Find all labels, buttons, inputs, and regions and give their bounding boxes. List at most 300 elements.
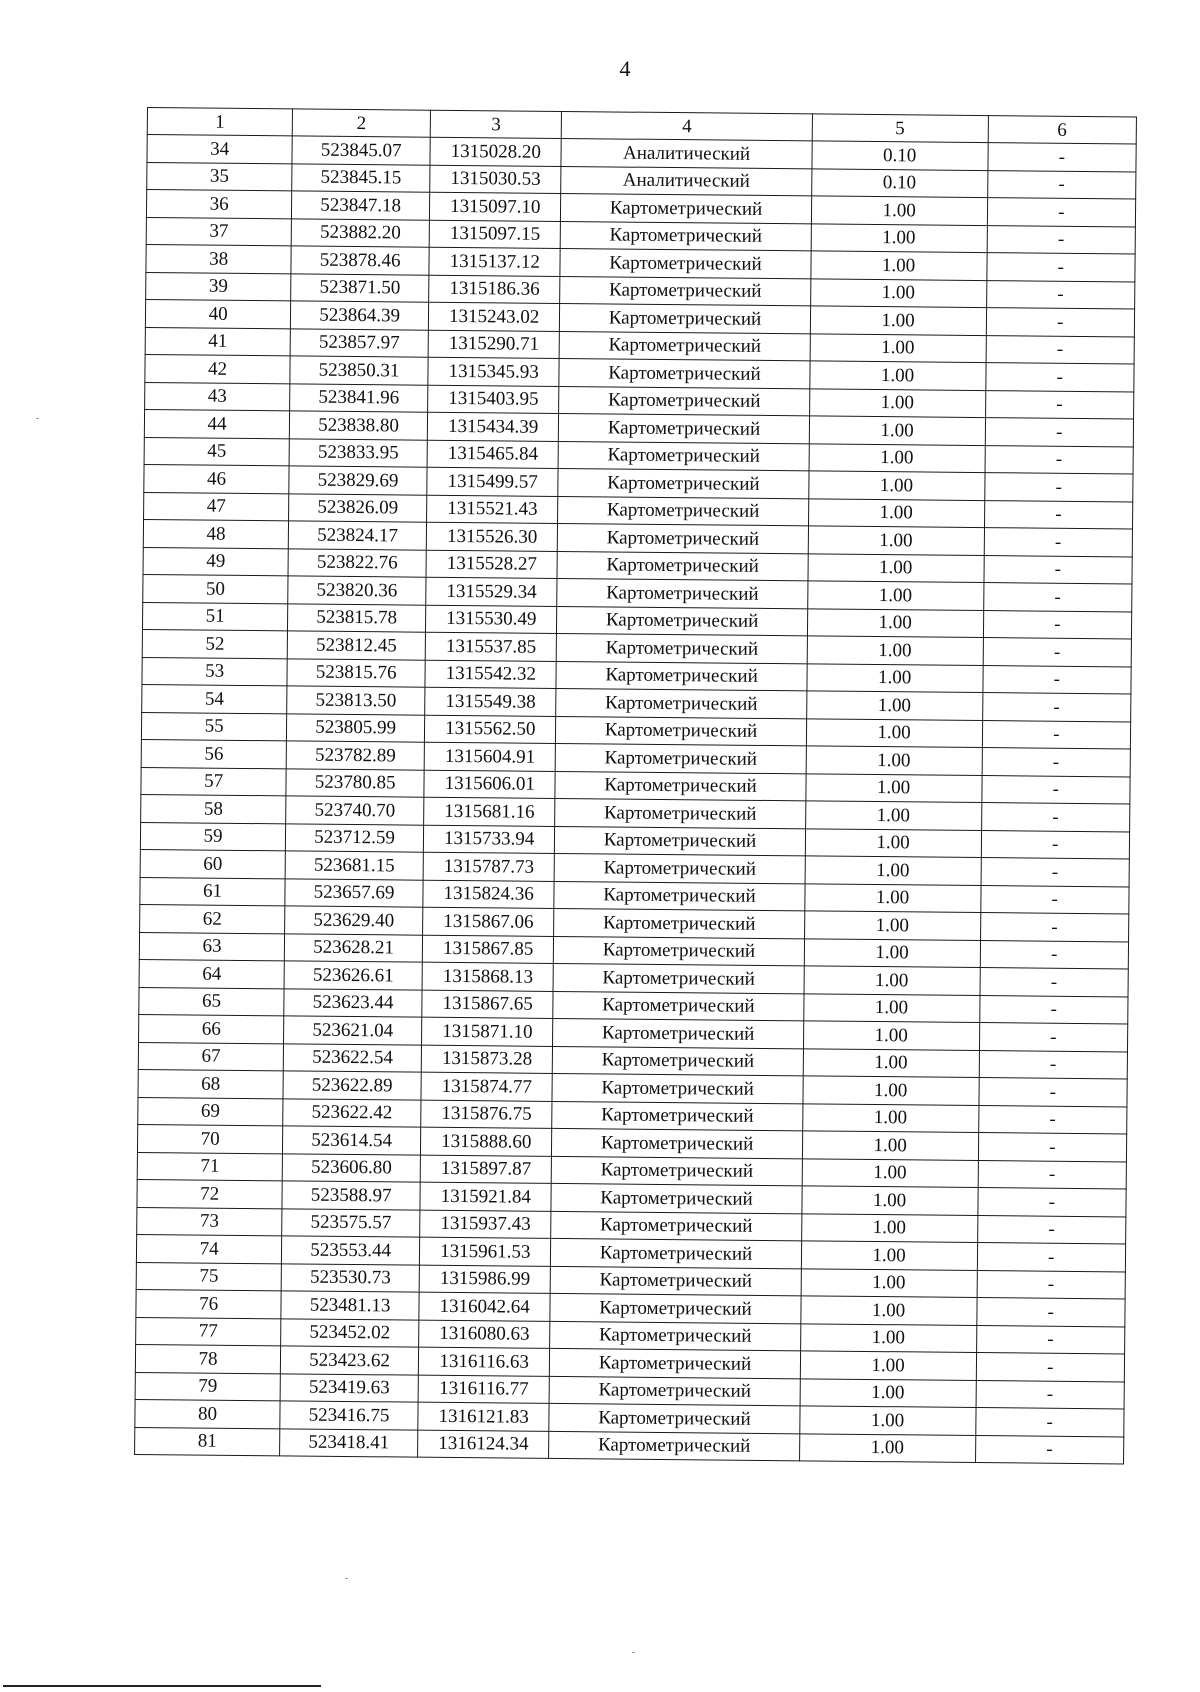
cell-y-coordinate: 1315606.01: [424, 770, 556, 799]
cell-point-number: 67: [138, 1042, 283, 1071]
cell-x-coordinate: 523845.15: [292, 163, 430, 192]
cell-point-number: 35: [147, 162, 292, 191]
cell-point-number: 65: [139, 987, 284, 1016]
cell-method: Картометрический: [549, 1431, 799, 1461]
cell-x-coordinate: 523575.57: [282, 1208, 420, 1237]
cell-accuracy: 1.00: [811, 223, 987, 252]
cell-y-coordinate: 1315186.36: [429, 275, 561, 304]
cell-method: Картометрический: [554, 936, 804, 966]
cell-x-coordinate: 523416.75: [280, 1401, 418, 1430]
cell-accuracy: 1.00: [809, 361, 985, 390]
cell-y-coordinate: 1316116.63: [418, 1347, 550, 1376]
cell-point-number: 63: [139, 932, 284, 961]
cell-x-coordinate: 523629.40: [285, 906, 423, 935]
cell-description: -: [985, 363, 1134, 392]
cell-y-coordinate: 1315961.53: [419, 1237, 551, 1266]
cell-y-coordinate: 1315537.85: [425, 632, 557, 661]
cell-y-coordinate: 1315873.28: [421, 1045, 553, 1074]
cell-y-coordinate: 1315867.85: [422, 935, 554, 964]
cell-method: Картометрический: [558, 496, 808, 526]
cell-point-number: 60: [140, 849, 285, 878]
cell-y-coordinate: 1315030.53: [430, 165, 562, 194]
cell-x-coordinate: 523878.46: [291, 246, 429, 275]
cell-y-coordinate: 1315529.34: [426, 577, 558, 606]
cell-description: -: [979, 1050, 1128, 1079]
cell-method: Картометрический: [554, 881, 804, 911]
cell-point-number: 73: [137, 1207, 282, 1236]
cell-description: -: [986, 253, 1135, 282]
cell-method: Картометрический: [559, 358, 809, 388]
cell-accuracy: 1.00: [801, 1268, 977, 1297]
cell-method: Картометрический: [558, 468, 808, 498]
cell-point-number: 78: [135, 1344, 280, 1373]
scan-speck: [632, 1652, 635, 1653]
cell-point-number: 64: [139, 959, 284, 988]
cell-x-coordinate: 523826.09: [289, 493, 427, 522]
cell-y-coordinate: 1315526.30: [426, 522, 558, 551]
cell-description: -: [976, 1325, 1125, 1354]
cell-x-coordinate: 523740.70: [286, 796, 424, 825]
cell-method: Картометрический: [552, 1156, 802, 1186]
cell-x-coordinate: 523812.45: [287, 631, 425, 660]
cell-accuracy: 1.00: [807, 608, 983, 637]
cell-method: Картометрический: [560, 303, 810, 333]
cell-description: -: [984, 500, 1133, 529]
cell-method: Картометрический: [556, 688, 806, 718]
cell-method: Картометрический: [551, 1266, 801, 1296]
cell-method: Картометрический: [551, 1238, 801, 1268]
cell-method: Аналитический: [561, 166, 811, 196]
cell-method: Картометрический: [555, 798, 805, 828]
cell-method: Картометрический: [560, 331, 810, 361]
cell-accuracy: 1.00: [800, 1323, 976, 1352]
cell-description: -: [984, 528, 1133, 557]
cell-description: -: [980, 885, 1129, 914]
cell-point-number: 61: [140, 877, 285, 906]
cell-y-coordinate: 1316121.83: [418, 1402, 550, 1431]
cell-point-number: 43: [145, 382, 290, 411]
cell-method: Картометрический: [557, 633, 807, 663]
cell-x-coordinate: 523829.69: [289, 466, 427, 495]
cell-description: -: [984, 555, 1133, 584]
cell-method: Картометрический: [553, 1018, 803, 1048]
cell-x-coordinate: 523815.78: [288, 603, 426, 632]
cell-accuracy: 0.10: [812, 141, 988, 170]
table-body: [135, 135, 1137, 1464]
cell-description: -: [985, 390, 1134, 419]
cell-point-number: 72: [137, 1179, 282, 1208]
cell-method: Картометрический: [561, 193, 811, 223]
coordinates-table: [134, 107, 1137, 1464]
cell-y-coordinate: 1315787.73: [423, 852, 555, 881]
cell-point-number: 76: [136, 1289, 281, 1318]
cell-x-coordinate: 523657.69: [285, 878, 423, 907]
cell-point-number: 38: [146, 244, 291, 273]
cell-y-coordinate: 1315243.02: [428, 302, 560, 331]
cell-point-number: 69: [138, 1097, 283, 1126]
cell-y-coordinate: 1315345.93: [428, 357, 560, 386]
cell-description: -: [982, 665, 1131, 694]
cell-method: Картометрический: [550, 1376, 800, 1406]
cell-accuracy: 1.00: [804, 883, 980, 912]
cell-accuracy: 1.00: [802, 1186, 978, 1215]
cell-method: Картометрический: [555, 826, 805, 856]
cell-description: -: [982, 720, 1131, 749]
column-header-x-coordinate: 2: [292, 109, 430, 137]
cell-x-coordinate: 523838.80: [290, 411, 428, 440]
cell-point-number: 47: [144, 492, 289, 521]
cell-accuracy: 1.00: [811, 196, 987, 225]
cell-accuracy: 1.00: [808, 471, 984, 500]
cell-description: -: [987, 198, 1136, 227]
cell-method: Картометрический: [553, 1046, 803, 1076]
cell-y-coordinate: 1315290.71: [428, 330, 560, 359]
column-header-accuracy: 5: [812, 114, 988, 143]
cell-accuracy: 1.00: [800, 1351, 976, 1380]
cell-description: -: [975, 1435, 1124, 1464]
cell-accuracy: 1.00: [809, 443, 985, 472]
cell-x-coordinate: 523553.44: [282, 1236, 420, 1265]
cell-accuracy: 1.00: [810, 278, 986, 307]
cell-x-coordinate: 523805.99: [287, 713, 425, 742]
cell-method: Картометрический: [551, 1211, 801, 1241]
cell-y-coordinate: 1316116.77: [418, 1375, 550, 1404]
cell-point-number: 79: [135, 1372, 280, 1401]
cell-accuracy: 1.00: [805, 801, 981, 830]
cell-description: -: [976, 1298, 1125, 1327]
cell-point-number: 52: [142, 629, 287, 658]
cell-method: Картометрический: [551, 1183, 801, 1213]
cell-x-coordinate: 523850.31: [290, 356, 428, 385]
cell-accuracy: 1.00: [799, 1406, 975, 1435]
cell-point-number: 55: [141, 712, 286, 741]
cell-x-coordinate: 523606.80: [282, 1153, 420, 1182]
cell-y-coordinate: 1316124.34: [418, 1430, 550, 1459]
cell-accuracy: 1.00: [808, 553, 984, 582]
cell-accuracy: 1.00: [805, 773, 981, 802]
cell-x-coordinate: 523864.39: [291, 301, 429, 330]
cell-y-coordinate: 1315549.38: [425, 687, 557, 716]
cell-point-number: 57: [141, 767, 286, 796]
cell-y-coordinate: 1315562.50: [424, 715, 556, 744]
cell-accuracy: 1.00: [805, 856, 981, 885]
cell-y-coordinate: 1315867.65: [422, 990, 554, 1019]
cell-description: -: [978, 1160, 1127, 1189]
cell-y-coordinate: 1315530.49: [425, 605, 557, 634]
cell-method: Картометрический: [553, 963, 803, 993]
cell-description: -: [977, 1215, 1126, 1244]
cell-method: Картометрический: [559, 413, 809, 443]
cell-x-coordinate: 523628.21: [285, 933, 423, 962]
cell-x-coordinate: 523418.41: [280, 1428, 418, 1457]
cell-y-coordinate: 1315097.10: [429, 192, 561, 221]
cell-description: -: [987, 143, 1136, 172]
page-number: 4: [619, 56, 631, 81]
cell-method: Картометрический: [555, 771, 805, 801]
cell-x-coordinate: 523588.97: [282, 1181, 420, 1210]
cell-accuracy: 1.00: [804, 911, 980, 940]
cell-description: -: [979, 1078, 1128, 1107]
cell-description: -: [983, 638, 1132, 667]
cell-description: -: [985, 445, 1134, 474]
cell-y-coordinate: 1315465.84: [427, 440, 559, 469]
cell-description: -: [986, 335, 1135, 364]
cell-y-coordinate: 1315897.87: [420, 1155, 552, 1184]
cell-description: -: [987, 225, 1136, 254]
cell-x-coordinate: 523824.17: [288, 521, 426, 550]
cell-description: -: [977, 1243, 1126, 1272]
cell-accuracy: 1.00: [803, 1076, 979, 1105]
cell-point-number: 70: [137, 1124, 282, 1153]
cell-accuracy: 1.00: [806, 718, 982, 747]
cell-y-coordinate: 1315937.43: [420, 1210, 552, 1239]
cell-point-number: 58: [141, 794, 286, 823]
cell-point-number: 53: [142, 657, 287, 686]
cell-accuracy: 1.00: [799, 1433, 975, 1462]
cell-description: -: [986, 280, 1135, 309]
cell-accuracy: 1.00: [801, 1241, 977, 1270]
cell-accuracy: 1.00: [806, 746, 982, 775]
cell-method: Картометрический: [560, 276, 810, 306]
cell-description: -: [981, 803, 1130, 832]
cell-y-coordinate: 1315097.15: [429, 220, 561, 249]
cell-y-coordinate: 1315824.36: [423, 880, 555, 909]
cell-description: -: [983, 583, 1132, 612]
cell-x-coordinate: 523614.54: [283, 1126, 421, 1155]
cell-x-coordinate: 523882.20: [291, 218, 429, 247]
scan-speck: [36, 418, 39, 419]
cell-y-coordinate: 1315521.43: [427, 495, 559, 524]
cell-x-coordinate: 523712.59: [286, 823, 424, 852]
cell-accuracy: 1.00: [801, 1213, 977, 1242]
cell-method: Картометрический: [557, 551, 807, 581]
cell-y-coordinate: 1315733.94: [423, 825, 555, 854]
cell-y-coordinate: 1315403.95: [428, 385, 560, 414]
cell-y-coordinate: 1315921.84: [420, 1182, 552, 1211]
cell-point-number: 50: [143, 574, 288, 603]
cell-accuracy: 1.00: [809, 388, 985, 417]
cell-point-number: 48: [143, 519, 288, 548]
cell-method: Картометрический: [558, 523, 808, 553]
cell-point-number: 40: [145, 299, 290, 328]
cell-description: -: [978, 1105, 1127, 1134]
cell-description: -: [981, 775, 1130, 804]
cell-point-number: 51: [142, 602, 287, 631]
cell-x-coordinate: 523815.76: [287, 658, 425, 687]
cell-point-number: 75: [136, 1262, 281, 1291]
cell-y-coordinate: 1315542.32: [425, 660, 557, 689]
cell-point-number: 36: [146, 190, 291, 219]
cell-point-number: 41: [145, 327, 290, 356]
cell-x-coordinate: 523857.97: [290, 328, 428, 357]
cell-point-number: 44: [144, 409, 289, 438]
cell-point-number: 37: [146, 217, 291, 246]
cell-y-coordinate: 1315528.27: [426, 550, 558, 579]
scan-speck: [345, 1578, 348, 1579]
cell-point-number: 80: [135, 1399, 280, 1428]
cell-description: -: [976, 1353, 1125, 1382]
cell-x-coordinate: 523626.61: [284, 961, 422, 990]
cell-method: Картометрический: [559, 441, 809, 471]
cell-accuracy: 1.00: [810, 306, 986, 335]
cell-point-number: 39: [146, 272, 291, 301]
cell-y-coordinate: 1315867.06: [423, 907, 555, 936]
cell-method: Картометрический: [556, 716, 806, 746]
cell-accuracy: 1.00: [802, 1131, 978, 1160]
cell-accuracy: 1.00: [800, 1378, 976, 1407]
cell-y-coordinate: 1315604.91: [424, 742, 556, 771]
cell-method: Картометрический: [550, 1321, 800, 1351]
cell-accuracy: 1.00: [807, 581, 983, 610]
cell-point-number: 56: [141, 739, 286, 768]
cell-x-coordinate: 523847.18: [292, 191, 430, 220]
cell-x-coordinate: 523841.96: [290, 383, 428, 412]
cell-y-coordinate: 1316042.64: [419, 1292, 551, 1321]
cell-point-number: 42: [145, 354, 290, 383]
cell-point-number: 62: [140, 904, 285, 933]
cell-description: -: [983, 610, 1132, 639]
cell-point-number: 59: [140, 822, 285, 851]
cell-point-number: 77: [136, 1317, 281, 1346]
cell-point-number: 45: [144, 437, 289, 466]
cell-y-coordinate: 1315874.77: [421, 1072, 553, 1101]
cell-method: Картометрический: [560, 248, 810, 278]
cell-description: -: [980, 968, 1129, 997]
cell-method: Картометрический: [552, 1073, 802, 1103]
cell-accuracy: 1.00: [803, 1021, 979, 1050]
cell-accuracy: 1.00: [802, 1103, 978, 1132]
cell-y-coordinate: 1315876.75: [421, 1100, 553, 1129]
cell-x-coordinate: 523621.04: [284, 1016, 422, 1045]
cell-y-coordinate: 1315868.13: [422, 962, 554, 991]
cell-x-coordinate: 523423.62: [281, 1346, 419, 1375]
cell-point-number: 71: [137, 1152, 282, 1181]
cell-accuracy: 1.00: [804, 938, 980, 967]
cell-accuracy: 1.00: [807, 663, 983, 692]
cell-x-coordinate: 523622.54: [283, 1043, 421, 1072]
cell-accuracy: 1.00: [810, 251, 986, 280]
cell-method: Картометрический: [559, 386, 809, 416]
cell-point-number: 49: [143, 547, 288, 576]
cell-method: Картометрический: [554, 908, 804, 938]
cell-y-coordinate: 1315499.57: [427, 467, 559, 496]
cell-accuracy: 1.00: [805, 828, 981, 857]
cell-y-coordinate: 1315434.39: [427, 412, 559, 441]
cell-x-coordinate: 523780.85: [286, 768, 424, 797]
cell-method: Картометрический: [556, 743, 806, 773]
cell-method: Картометрический: [552, 1101, 802, 1131]
cell-point-number: 46: [144, 464, 289, 493]
cell-description: -: [975, 1408, 1124, 1437]
cell-y-coordinate: 1315028.20: [430, 137, 562, 166]
cell-method: Картометрический: [553, 991, 803, 1021]
cell-method: Картометрический: [549, 1403, 799, 1433]
cell-x-coordinate: 523622.89: [283, 1071, 421, 1100]
cell-description: -: [977, 1270, 1126, 1299]
cell-x-coordinate: 523813.50: [287, 686, 425, 715]
cell-x-coordinate: 523871.50: [291, 273, 429, 302]
cell-x-coordinate: 523833.95: [289, 438, 427, 467]
cell-point-number: 81: [135, 1427, 280, 1456]
cell-accuracy: 1.00: [807, 636, 983, 665]
cell-description: -: [980, 913, 1129, 942]
cell-description: -: [982, 748, 1131, 777]
cell-method: Картометрический: [555, 853, 805, 883]
cell-y-coordinate: 1315137.12: [429, 247, 561, 276]
cell-point-number: 74: [136, 1234, 281, 1263]
cell-description: -: [977, 1188, 1126, 1217]
cell-x-coordinate: 523419.63: [280, 1373, 418, 1402]
cell-description: -: [981, 858, 1130, 887]
cell-x-coordinate: 523822.76: [288, 548, 426, 577]
cell-description: -: [979, 1023, 1128, 1052]
cell-method: Картометрический: [550, 1293, 800, 1323]
cell-x-coordinate: 523481.13: [281, 1291, 419, 1320]
cell-method: Картометрический: [556, 661, 806, 691]
cell-x-coordinate: 523681.15: [285, 851, 423, 880]
cell-accuracy: 1.00: [800, 1296, 976, 1325]
cell-description: -: [982, 693, 1131, 722]
cell-description: -: [976, 1380, 1125, 1409]
cell-accuracy: 1.00: [804, 966, 980, 995]
cell-method: Картометрический: [557, 578, 807, 608]
cell-description: -: [987, 170, 1136, 199]
cell-accuracy: 1.00: [809, 416, 985, 445]
column-header-description: 6: [988, 116, 1137, 144]
cell-accuracy: 1.00: [808, 526, 984, 555]
cell-x-coordinate: 523623.44: [284, 988, 422, 1017]
cell-point-number: 34: [147, 135, 292, 164]
cell-accuracy: 0.10: [811, 168, 987, 197]
cell-accuracy: 1.00: [803, 993, 979, 1022]
cell-description: -: [984, 473, 1133, 502]
cell-description: -: [985, 418, 1134, 447]
column-header-point-number: 1: [147, 108, 292, 136]
cell-x-coordinate: 523845.07: [292, 136, 430, 165]
cell-accuracy: 1.00: [802, 1158, 978, 1187]
cell-y-coordinate: 1315681.16: [424, 797, 556, 826]
cell-accuracy: 1.00: [808, 498, 984, 527]
cell-method: Аналитический: [561, 138, 811, 168]
cell-point-number: 66: [139, 1014, 284, 1043]
cell-accuracy: 1.00: [803, 1048, 979, 1077]
cell-x-coordinate: 523782.89: [286, 741, 424, 770]
cell-y-coordinate: 1316080.63: [419, 1320, 551, 1349]
cell-description: -: [986, 308, 1135, 337]
cell-x-coordinate: 523622.42: [283, 1098, 421, 1127]
cell-point-number: 68: [138, 1069, 283, 1098]
cell-accuracy: 1.00: [806, 691, 982, 720]
cell-method: Картометрический: [557, 606, 807, 636]
cell-method: Картометрический: [561, 221, 811, 251]
cell-x-coordinate: 523820.36: [288, 576, 426, 605]
cell-description: -: [980, 940, 1129, 969]
cell-y-coordinate: 1315871.10: [422, 1017, 554, 1046]
column-header-method: 4: [562, 111, 812, 140]
cell-method: Картометрический: [550, 1348, 800, 1378]
cell-point-number: 54: [142, 684, 287, 713]
cell-x-coordinate: 523452.02: [281, 1318, 419, 1347]
column-header-y-coordinate: 3: [430, 110, 562, 138]
cell-method: Картометрический: [552, 1128, 802, 1158]
cell-description: -: [981, 830, 1130, 859]
cell-y-coordinate: 1315986.99: [419, 1265, 551, 1294]
cell-description: -: [978, 1133, 1127, 1162]
cell-x-coordinate: 523530.73: [281, 1263, 419, 1292]
cell-description: -: [979, 995, 1128, 1024]
cell-y-coordinate: 1315888.60: [420, 1127, 552, 1156]
cell-accuracy: 1.00: [810, 333, 986, 362]
